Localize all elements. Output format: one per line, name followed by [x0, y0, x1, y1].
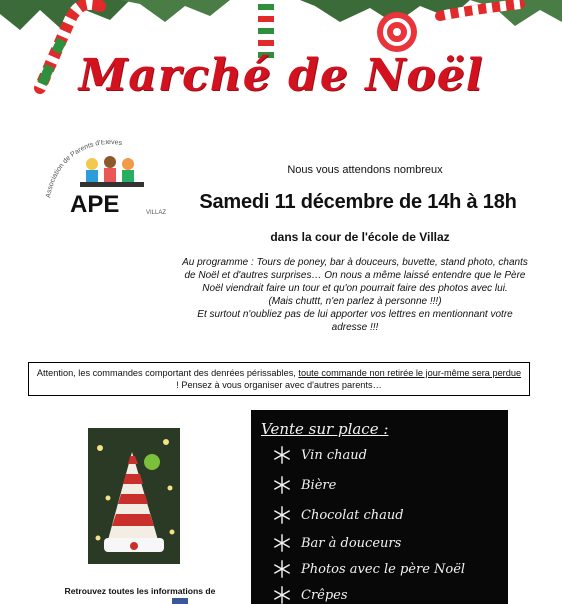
program-line: Au programme : Tours de poney, bar à douceurs, buvette, stand photo, chants de Noël et d'autres surprises… On nous a même laissé entendre que le Père Noël viendrait faire un tour et qu'on pourrait faire des photos avec lui. — [182, 257, 528, 294]
board-item — [273, 444, 367, 466]
santa-hat-image — [88, 428, 180, 564]
snowflake-icon — [273, 560, 291, 578]
notice-box — [28, 362, 530, 396]
intro-text: Nous vous attendons nombreux — [287, 164, 443, 176]
ape-logo — [40, 140, 180, 220]
page-title: Marché de Noël — [78, 50, 484, 101]
board-item — [273, 504, 404, 526]
notice-underlined-text: toute commande non retirée le jour-même sera perdue — [298, 368, 522, 378]
board-item-label: Crêpes — [301, 587, 348, 603]
board-item — [273, 558, 465, 580]
board-item-label: Photos avec le père Noël — [301, 561, 466, 577]
logo-ape-text: APE — [70, 191, 120, 218]
program-line: Et surtout n'oubliez pas de lui apporter vos lettres en mentionnant votre adresse !!! — [197, 309, 513, 333]
santa-hat-photo — [88, 428, 180, 564]
board-title: Vente sur place : — [261, 420, 389, 438]
sales-board — [251, 410, 508, 604]
header-banner — [0, 0, 562, 118]
board-item — [273, 474, 336, 496]
snowflake-icon — [273, 534, 291, 552]
children-icon — [80, 156, 144, 187]
event-place: dans la cour de l'école de Villaz — [270, 230, 450, 244]
notice-text: ! Pensez à vous organiser avec d'autres parents… — [176, 380, 382, 390]
board-item — [273, 584, 348, 604]
board-item — [273, 532, 401, 554]
program-line: (Mais chuttt, n'en parlez à personne !!!) — [268, 296, 442, 307]
board-item-label: Bière — [301, 477, 337, 493]
snowflake-icon — [273, 506, 291, 524]
snowflake-icon — [273, 586, 291, 604]
board-item-label: Chocolat chaud — [301, 507, 404, 523]
logo-town-text: VILLAZ — [146, 210, 167, 216]
logo-arc-text: Association de Parents d'Élèves — [45, 140, 123, 199]
facebook-icon[interactable] — [172, 598, 188, 604]
notice-text: Attention, les commandes comportant des denrées périssables, — [36, 368, 299, 378]
snowflake-icon — [273, 476, 291, 494]
footer-info-text: Retrouvez toutes les informations de — [64, 586, 216, 596]
lollipop-icon — [377, 12, 417, 52]
ape-logo-artwork — [40, 140, 180, 220]
snowflake-icon — [273, 446, 291, 464]
event-date: Samedi 11 décembre de 14h à 18h — [199, 191, 517, 213]
program-text — [182, 256, 528, 334]
board-item-label: Vin chaud — [301, 447, 367, 463]
board-item-label: Bar à douceurs — [301, 535, 402, 551]
